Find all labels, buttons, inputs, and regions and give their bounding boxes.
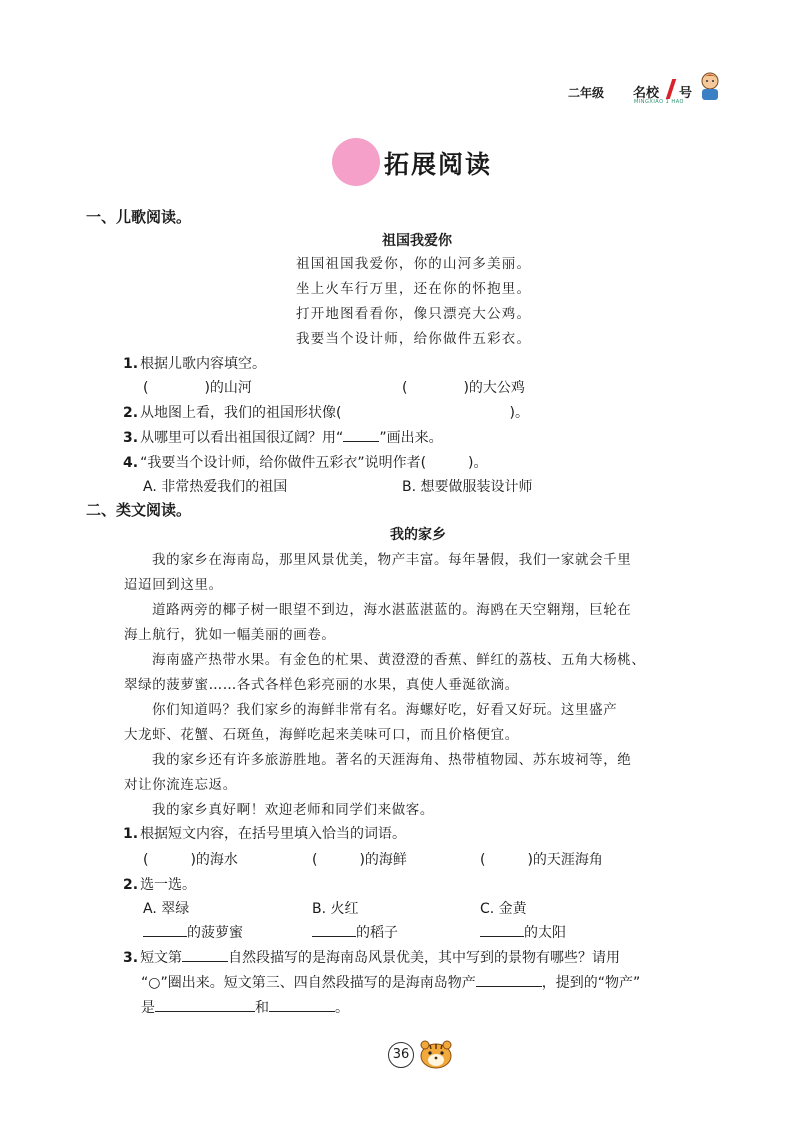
underline-blank[interactable] [143, 922, 187, 937]
question-text: “我要当个设计师，给你做件五彩衣”说明作者( )。 [140, 455, 488, 471]
question-text: 从哪里可以看出祖国很辽阔？用“ [140, 430, 344, 446]
brand-slash [666, 79, 676, 99]
question-number: 1. [123, 356, 139, 372]
poem-title: 祖国我爱你 [382, 233, 452, 249]
question-number: 2. [123, 405, 139, 421]
option-b[interactable]: B. 火红 [312, 901, 359, 917]
question-text: 短文第 [140, 950, 183, 966]
question-number: 3. [123, 950, 139, 966]
section-2-heading: 二、类文阅读。 [86, 501, 192, 519]
blank-label: 的太阳 [524, 925, 566, 941]
poem-line: 祖国祖国我爱你，你的山河多美丽。 [296, 256, 532, 272]
question-text: 自然段描写的是海南岛风景优美，其中写到的景物有哪些？请用 [228, 950, 621, 966]
option-a[interactable]: A. 非常热爱我们的祖国 [143, 479, 288, 495]
article-line: 我的家乡真好啊！欢迎老师和同学们来做客。 [152, 802, 434, 818]
poem-line: 打开地图看看你，像只漂亮大公鸡。 [296, 306, 532, 322]
option-c[interactable]: C. 金黄 [480, 901, 527, 917]
underline-blank[interactable] [480, 922, 524, 937]
article-line: 我的家乡在海南岛，那里风景优美，物产丰富。每年暑假，我们一家就会千里 [152, 552, 632, 568]
article-line: 翠绿的菠萝蜜……各式各样色彩亮丽的水果，真使人垂涎欲滴。 [124, 677, 519, 693]
article-line: 我的家乡还有许多旅游胜地。著名的天涯海角、热带植物园、苏东坡祠等，绝 [152, 752, 632, 768]
question-text: 选一选。 [140, 877, 197, 893]
question-text: ，提到的“物产” [541, 975, 641, 991]
question-text: “○”圈出来。短文第三、四自然段描写的是海南岛物产 [141, 975, 476, 991]
underline-blank[interactable] [155, 997, 255, 1012]
question-text: 是 [141, 1000, 155, 1016]
article-line: 你们知道吗？我们家乡的海鲜非常有名。海螺好吃，好看又好玩。这里盛产 [152, 702, 618, 718]
brand-name-right: 号 [679, 86, 693, 101]
fill-blank-mountains[interactable]: ( )的山河 [143, 380, 252, 396]
question-text: 根据儿歌内容填空。 [140, 356, 267, 372]
question-1-4 [123, 452, 488, 472]
option-a[interactable]: A. 翠绿 [143, 901, 190, 917]
question-2-2 [123, 874, 196, 894]
poem-line: 我要当个设计师，给你做件五彩衣。 [296, 331, 532, 347]
underline-blank[interactable] [269, 997, 335, 1012]
underline-blank[interactable] [312, 922, 356, 937]
option-b[interactable]: B. 想要做服装设计师 [402, 479, 533, 495]
question-text: 从地图上看，我们的祖国形状像( [140, 405, 342, 421]
underline-blank[interactable] [182, 947, 228, 962]
question-1-3 [123, 427, 443, 447]
title-decoration-circle [332, 138, 380, 186]
fill-blank-rooster[interactable]: ( )的大公鸡 [402, 380, 525, 396]
question-number: 4. [123, 455, 139, 471]
choice-blank-rice [312, 922, 398, 942]
question-text-end: ”画出来。 [379, 430, 443, 446]
tiger-mascot-icon [416, 1036, 456, 1072]
fill-blank-seafood[interactable]: ( )的海鲜 [312, 852, 407, 868]
poem-line: 坐上火车行万里，还在你的怀抱里。 [296, 281, 532, 297]
section-1-heading: 一、儿歌阅读。 [86, 208, 192, 226]
page-number: 36 [388, 1042, 414, 1068]
article-line: 海南盛产热带水果。有金色的杧果、黄澄澄的香蕉、鲜红的荔枝、五角大杨桃、 [152, 652, 646, 668]
article-title: 我的家乡 [390, 527, 446, 543]
underline-blank[interactable] [343, 427, 379, 442]
blank-label: 的稻子 [356, 925, 398, 941]
fill-blank-sea-water[interactable]: ( )的海水 [143, 852, 238, 868]
question-text: 根据短文内容，在括号里填入恰当的词语。 [140, 826, 407, 842]
choice-blank-sun [480, 922, 566, 942]
question-text: 和 [255, 1000, 269, 1016]
question-number: 2. [123, 877, 139, 893]
choice-blank-pineapple [143, 922, 243, 942]
question-text-end: )。 [509, 405, 529, 421]
underline-blank[interactable] [476, 972, 542, 987]
question-number: 3. [123, 430, 139, 446]
article-line: 大龙虾、花蟹、石斑鱼，海鲜吃起来美味可口，而且价格便宜。 [124, 727, 519, 743]
question-2-3-line-3 [141, 997, 349, 1017]
article-line: 海上航行，犹如一幅美丽的画卷。 [124, 627, 336, 643]
question-number: 1. [123, 826, 139, 842]
blank-label: 的菠萝蜜 [187, 925, 243, 941]
brand-name-left: 名校 [633, 86, 660, 101]
article-line: 迢迢回到这里。 [124, 577, 223, 593]
article-line: 道路两旁的椰子树一眼望不到边，海水湛蓝湛蓝的。海鸥在天空翱翔，巨轮在 [152, 602, 632, 618]
article-line: 对让你流连忘返。 [124, 777, 237, 793]
question-1-2 [123, 402, 529, 422]
question-text: 。 [335, 1000, 349, 1016]
question-2-3-line-2 [141, 972, 640, 992]
grade-label: 二年级 [568, 86, 605, 100]
brand-subtitle: MINGXIAO 1 HAO [634, 99, 684, 105]
page-title: 拓展阅读 [384, 150, 493, 179]
question-1-1 [123, 353, 266, 373]
question-2-1 [123, 823, 406, 843]
fill-blank-tianya[interactable]: ( )的天涯海角 [480, 852, 603, 868]
boy-mascot-icon [696, 70, 724, 102]
question-2-3 [123, 947, 620, 967]
